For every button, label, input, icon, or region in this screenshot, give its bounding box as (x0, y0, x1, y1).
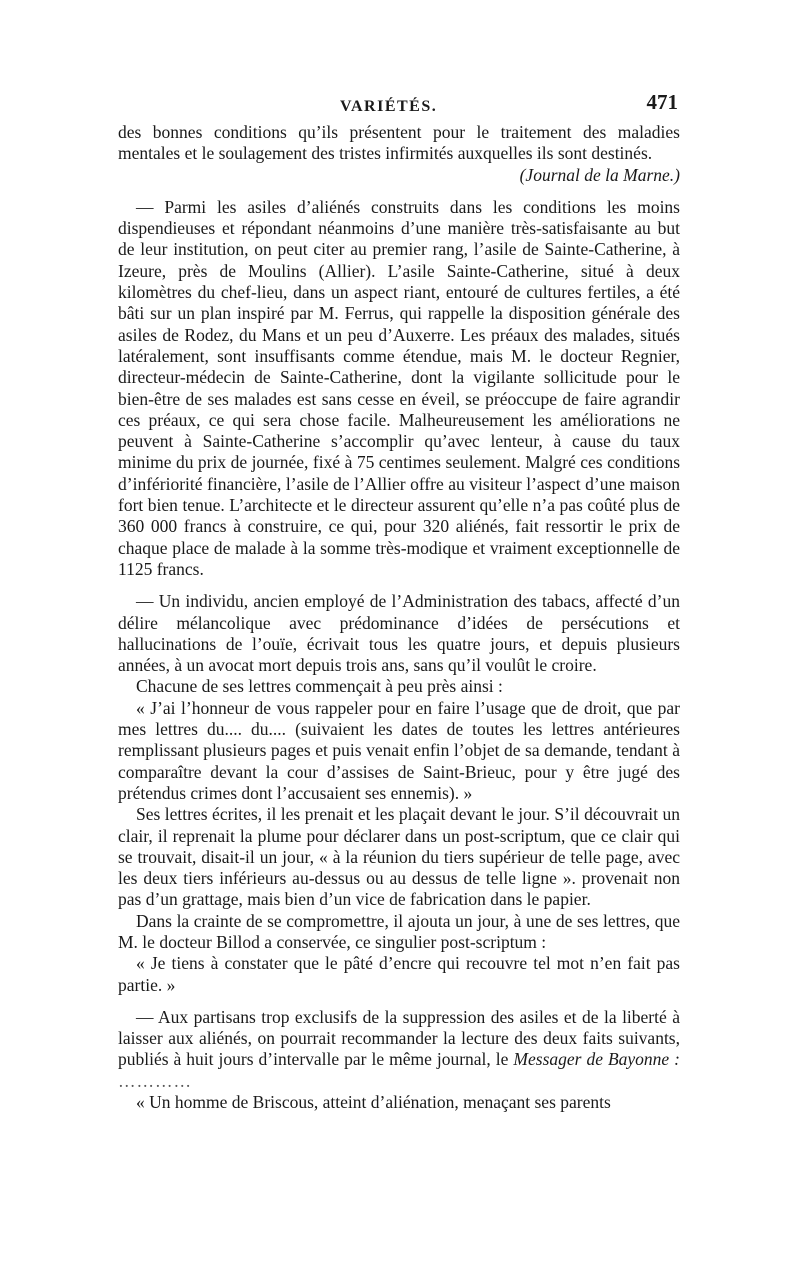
page-header (118, 92, 680, 122)
paragraph-post-scriptum: Ses lettres écrites, il les prenait et les plaçait devant le jour. S’il découvrait un clair, il reprenait la plume pour déclarer dans un post-scriptum, que ce clair qui se trouvait, disait-il un jour, « à la réunion du tiers supérieur de telle page, avec les deux tiers inférieurs au-dessus ou au dessus de telle ligne ». provenait non pas d’un grattage, mais bien d’un vice de fabrication dans le papier. (118, 804, 680, 910)
newspaper-title: Messager de Bayonne : (513, 1049, 681, 1070)
paragraph-briscous: « Un homme de Briscous, atteint d’aliénation, menaçant ses parents (136, 1092, 611, 1113)
source-citation: (Journal de la Marne.) (519, 164, 680, 185)
paragraph-letter-quote: « J’ai l’honneur de vous rappeler pour en faire l’usage que de droit, que par mes lettres du.... du.... (suivaient les dates de toutes les lettres antérieures remplissant plusieurs pages et puis venait enfin l’objet de sa demande, tendant à comparaître devant la cour d’assises de Saint-Brieuc, pour y être jugé des prétendus crimes dont l’accusaient ses ennemis). » (118, 697, 680, 803)
paragraph-letters-intro: Chacune de ses lettres commençait à peu près ainsi : (136, 676, 503, 697)
paragraph-asile-sainte-catherine: — Parmi les asiles d’aliénés construits dans les conditions les moins dispendieuses et répondant néanmoins d’une manière très-satisfaisante au but de leur institution, on peut citer au premier rang, l’asile de Sainte-Catherine, à Izeure, près de Moulins (Allier). L’asile Sainte-Catherine, situé à deux kilomètres du chef-lieu, dans un aspect riant, entouré de cultures fertiles, a été bâti sur un plan inspiré par M. Ferrus, qui rappelle la disposition générale des asiles de Rodez, du Mans et un peu d’Auxerre. Les préaux des malades, situés latéralement, sont insuffisants comme étendue, mais M. le docteur Regnier, directeur-médecin de Sainte-Catherine, dont la vigilante sollicitude pour le bien-être de ses malades est sans cesse en éveil, se préoccupe de faire agrandir ces préaux, ce qui sera chose facile. Malheureusement les améliorations ne peuvent à Sainte-Catherine s’accomplir qu’avec lenteur, à cause du taux minime du prix de journée, fixé à 75 centimes seulement. Malgré ces conditions d’infériorité financière, l’asile de l’Allier offre au visiteur l’aspect d’une maison fort bien tenue. L’architecte et le directeur assurent qu’elle n’a pas coûté plus de 360 000 francs à construire, ce qui, pour 320 aliénés, fait ressortir le prix de chaque place de malade à la somme très-modique et vraiment exceptionnelle de 1125 francs. (118, 196, 680, 579)
paragraph-asylum-suppression (118, 1007, 680, 1092)
paragraph-compromise: Dans la crainte de se compromettre, il ajouta un jour, à une de ses lettres, que M. le docteur Billod a conservée, ce singulier post-scriptum : (118, 910, 680, 952)
paragraph-text: — Aux partisans trop exclusifs de la suppression des asiles et de la liberté à laisser aux aliénés, on pourrait recommander la lecture des deux faits suivants, publiés à huit jours d’intervalle par le même journal, le (118, 1006, 680, 1070)
running-head: VARIÉTÉS. (340, 98, 438, 115)
paragraph-ink-blot-quote: « Je tiens à constater que le pâté d’encre qui recouvre tel mot n’en fait pas partie. » (118, 953, 680, 995)
page-number: 471 (646, 90, 678, 114)
paragraph-text: des bonnes conditions qu’ils présentent pour le traitement des maladies mentales et le soulagement des tristes infirmités auxquelles ils sont destinés. (118, 122, 680, 164)
document-page (118, 92, 680, 1113)
paragraph-tobacco-employee: — Un individu, ancien employé de l’Administration des tabacs, affecté d’un délire mélancolique avec prédominance d’idées de persécutions et hallucinations de l’ouïe, écrivait tous les quatre jours, et depuis plusieurs années, à un avocat mort depuis trois ans, sans qu’il voulût le croire. (118, 591, 680, 676)
leader-dots: ………… (118, 1070, 192, 1091)
paragraph-closing-previous-article (118, 122, 680, 186)
